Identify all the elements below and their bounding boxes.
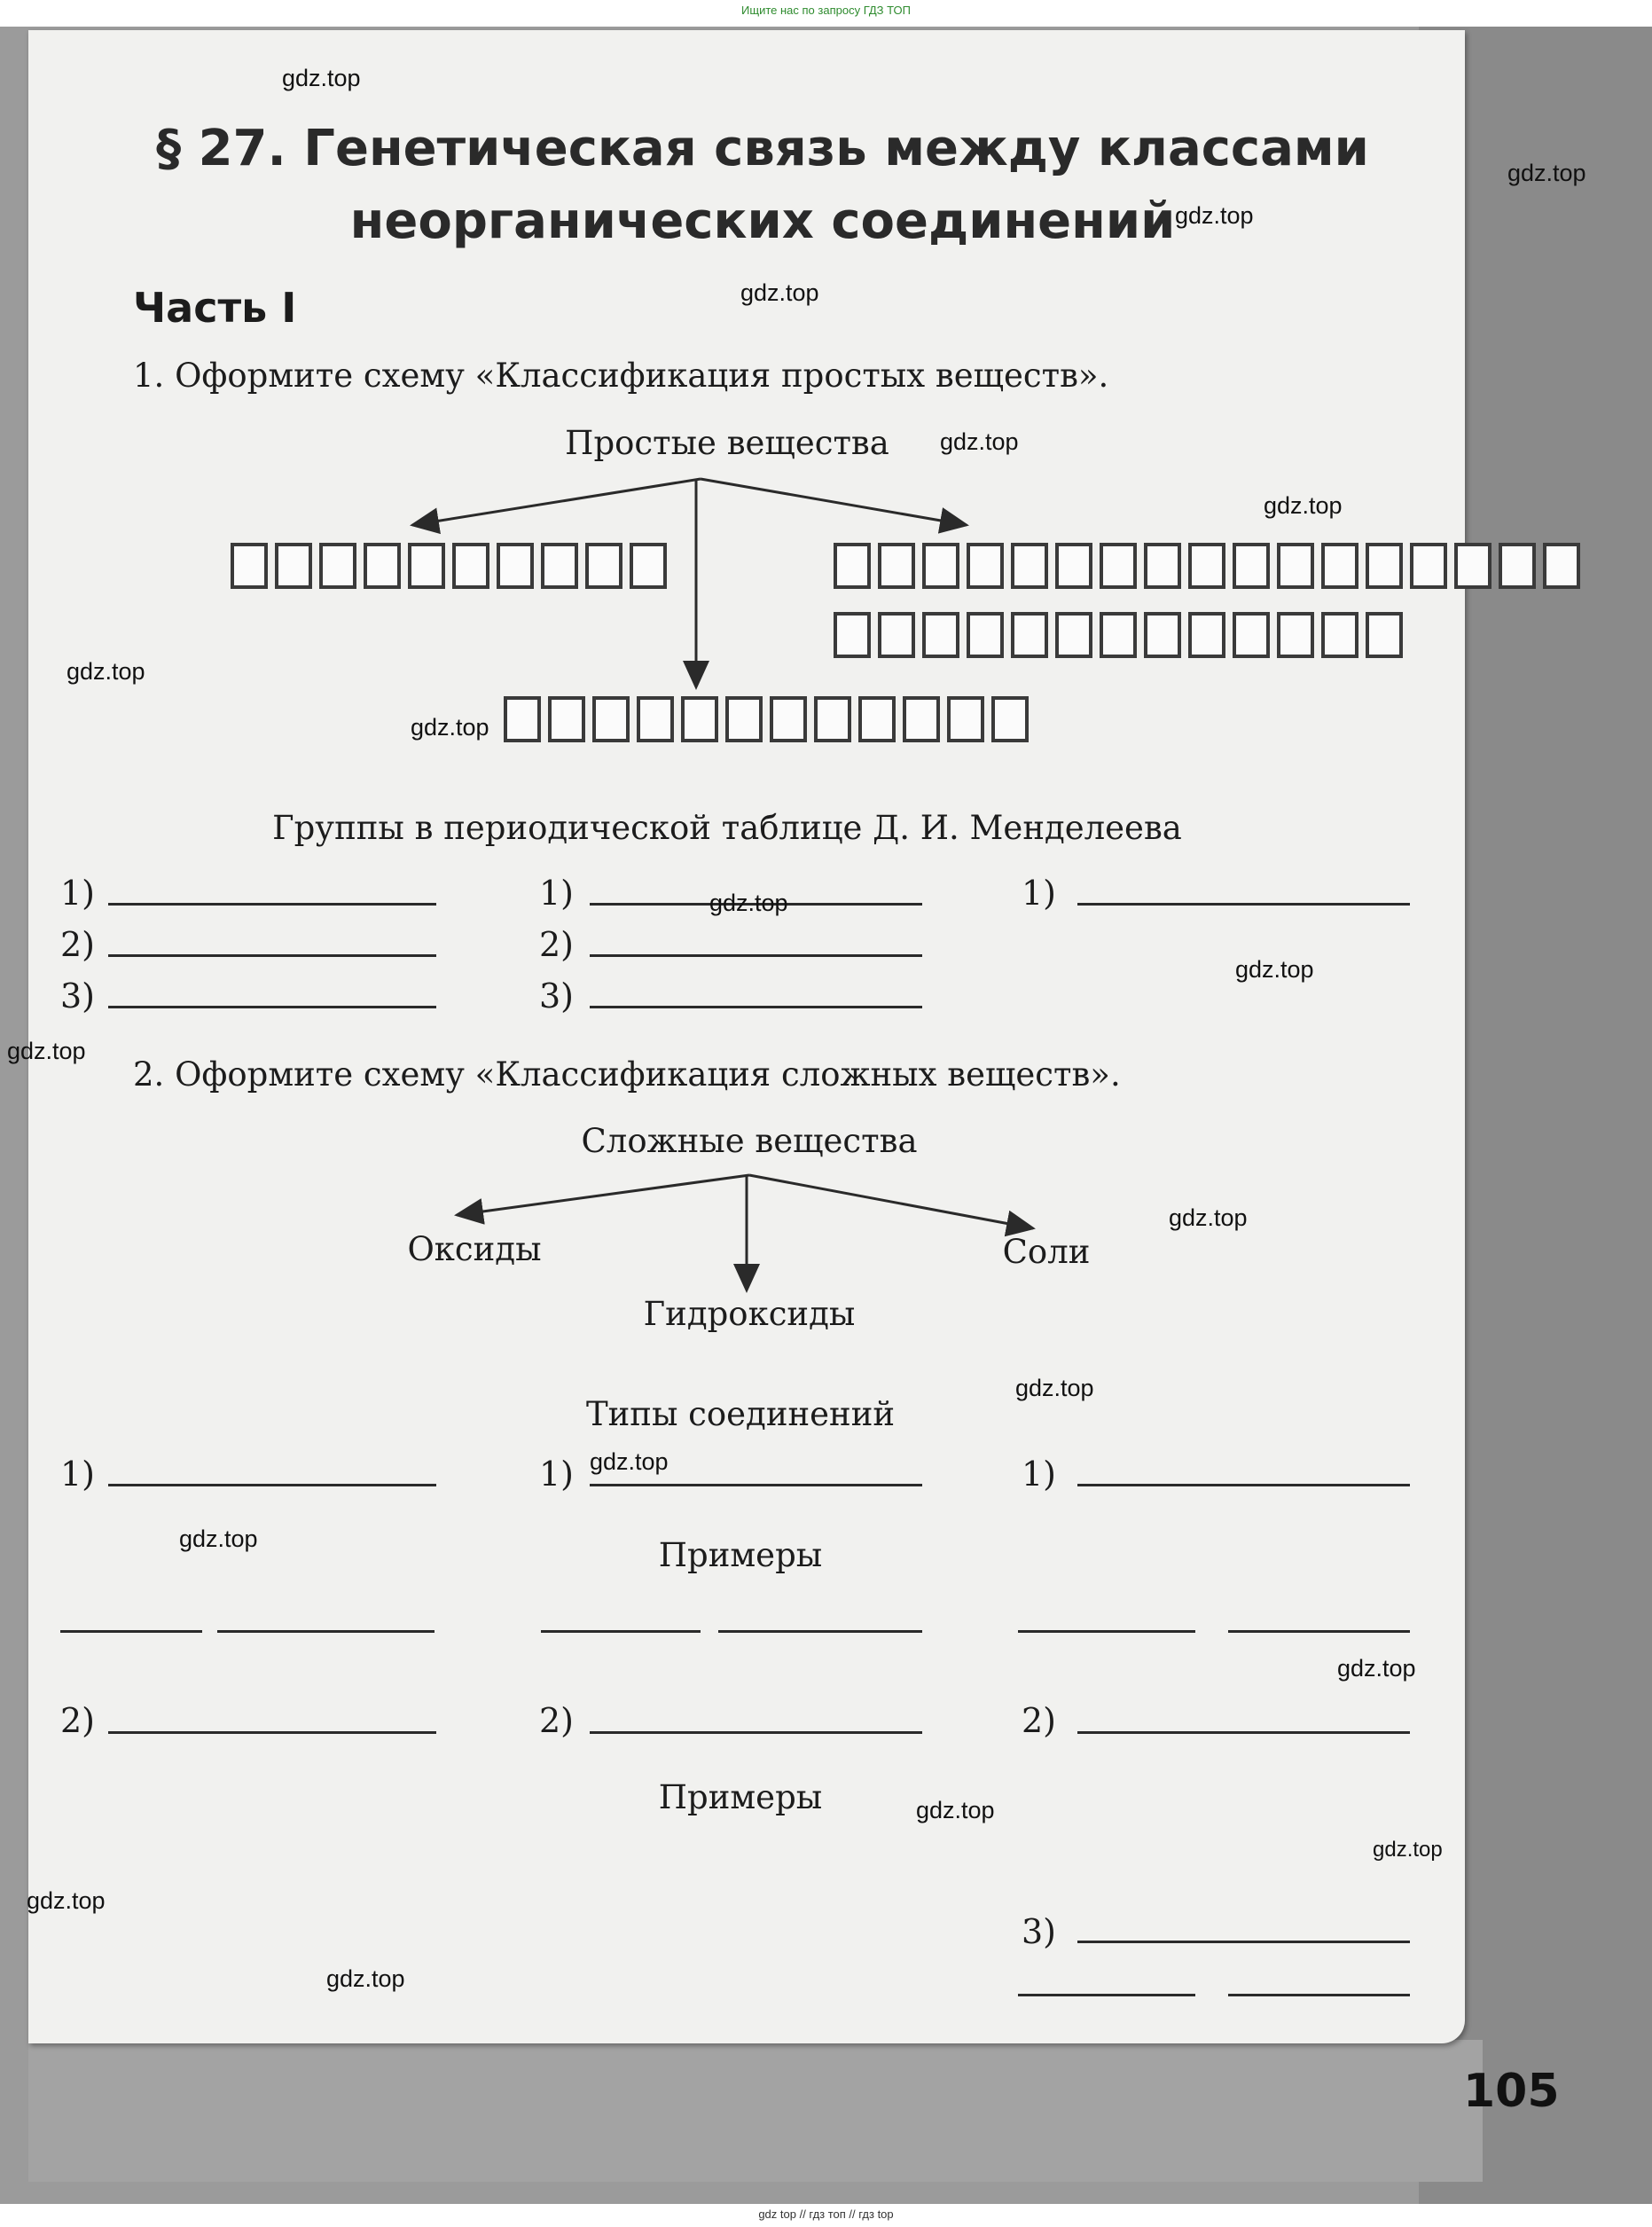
page-number: 105 bbox=[1463, 2065, 1560, 2118]
example-line[interactable] bbox=[1018, 1630, 1195, 1633]
task2-text: 2. Оформите схему «Классификация сложных веществ». bbox=[133, 1055, 1121, 1094]
watermark: gdz.top bbox=[27, 1887, 106, 1914]
t1-c2-line3[interactable] bbox=[590, 1006, 922, 1008]
watermark: gdz.top bbox=[1337, 1655, 1416, 1682]
t2-c3-type2[interactable] bbox=[1077, 1731, 1410, 1734]
groups-caption: Группы в периодической таблице Д. И. Менделеева bbox=[272, 809, 1182, 847]
watermark: gdz.top bbox=[1264, 492, 1343, 519]
t2-c3-type3[interactable] bbox=[1077, 1941, 1410, 1943]
watermark: gdz.top bbox=[1169, 1204, 1248, 1231]
t1-c2-num1: 1) bbox=[539, 874, 575, 913]
t2-c3-num1: 1) bbox=[1022, 1455, 1057, 1494]
t1-c1-line3[interactable] bbox=[108, 1006, 436, 1008]
t1-c1-num1: 1) bbox=[60, 874, 96, 913]
watermark: gdz.top bbox=[1175, 202, 1254, 229]
t2-c2-type2[interactable] bbox=[590, 1731, 922, 1734]
t2-c3-type1[interactable] bbox=[1077, 1484, 1410, 1486]
t1-c2-num2: 2) bbox=[539, 925, 575, 964]
watermark: gdz.top bbox=[916, 1797, 995, 1823]
watermark: gdz.top bbox=[1015, 1375, 1094, 1401]
types-caption: Типы соединений bbox=[585, 1395, 896, 1433]
watermark: gdz.top bbox=[7, 1038, 86, 1064]
watermark: gdz.top bbox=[740, 279, 819, 306]
t2-c1-num1: 1) bbox=[60, 1455, 96, 1494]
examples-caption-2: Примеры bbox=[658, 1778, 823, 1816]
part-heading: Часть I bbox=[133, 284, 297, 332]
watermark: gdz.top bbox=[179, 1525, 258, 1552]
arrow-right-2 bbox=[749, 1175, 1033, 1228]
t2-c2-type1[interactable] bbox=[590, 1484, 922, 1486]
task1-text: 1. Оформите схему «Классификация простых веществ». bbox=[133, 357, 1109, 395]
example-line[interactable] bbox=[217, 1630, 435, 1633]
t2-c1-type2[interactable] bbox=[108, 1731, 436, 1734]
watermark: gdz.top bbox=[282, 65, 361, 91]
simple-substances-label: Простые вещества bbox=[565, 424, 889, 462]
watermark: gdz.top bbox=[1235, 956, 1314, 983]
arrow-right-1 bbox=[701, 479, 967, 525]
t1-c2-num3: 3) bbox=[539, 976, 575, 1015]
example-line[interactable] bbox=[60, 1630, 202, 1633]
t2-c2-num2: 2) bbox=[539, 1701, 575, 1740]
watermark: gdz.top bbox=[67, 658, 145, 685]
watermark: gdz.top bbox=[1507, 160, 1586, 186]
bottom-banner-text: gdz top // гдз топ // гдз top bbox=[758, 2207, 894, 2221]
hydroxides-label: Гидроксиды bbox=[643, 1295, 856, 1333]
example-line[interactable] bbox=[541, 1630, 701, 1633]
watermark: gdz.top bbox=[940, 428, 1019, 455]
section-title-line1: § 27. Генетическая связь между классами bbox=[156, 120, 1369, 177]
answer-boxes-right-row1[interactable] bbox=[834, 543, 1587, 589]
complex-substances-label: Сложные вещества bbox=[581, 1122, 918, 1160]
t2-c1-num2: 2) bbox=[60, 1701, 96, 1740]
top-banner-text: Ищите нас по запросу ГДЗ ТОП bbox=[741, 4, 911, 17]
answer-boxes-center[interactable] bbox=[504, 696, 1036, 742]
t2-c1-type1[interactable] bbox=[108, 1484, 436, 1486]
oxides-label: Оксиды bbox=[407, 1230, 542, 1268]
t1-c1-num2: 2) bbox=[60, 925, 96, 964]
t1-c3-line1[interactable] bbox=[1077, 903, 1410, 906]
t2-c3-num2: 2) bbox=[1022, 1701, 1057, 1740]
watermark: gdz.top bbox=[590, 1448, 669, 1475]
example-line[interactable] bbox=[1018, 1994, 1195, 1996]
watermark: gdz.top bbox=[709, 890, 788, 916]
t2-c3-num3: 3) bbox=[1022, 1912, 1057, 1951]
examples-caption-1: Примеры bbox=[658, 1536, 823, 1574]
t1-c1-num3: 3) bbox=[60, 976, 96, 1015]
arrow-left-2 bbox=[457, 1175, 749, 1215]
t2-c2-num1: 1) bbox=[539, 1455, 575, 1494]
watermark: gdz.top bbox=[326, 1965, 405, 1992]
t1-c1-line1[interactable] bbox=[108, 903, 436, 906]
example-line[interactable] bbox=[718, 1630, 922, 1633]
answer-boxes-left[interactable] bbox=[231, 543, 674, 589]
watermark: gdz.top bbox=[411, 714, 489, 741]
watermark: gdz.top bbox=[1373, 1838, 1443, 1862]
salts-label: Соли bbox=[1002, 1233, 1091, 1271]
answer-boxes-right-row2[interactable] bbox=[834, 612, 1410, 658]
example-line[interactable] bbox=[1228, 1994, 1410, 1996]
section-title-line2: неорганических соединений bbox=[349, 192, 1176, 250]
t1-c3-num1: 1) bbox=[1022, 874, 1057, 913]
t1-c2-line2[interactable] bbox=[590, 954, 922, 957]
example-line[interactable] bbox=[1228, 1630, 1410, 1633]
arrow-left-1 bbox=[412, 479, 701, 525]
t1-c1-line2[interactable] bbox=[108, 954, 436, 957]
